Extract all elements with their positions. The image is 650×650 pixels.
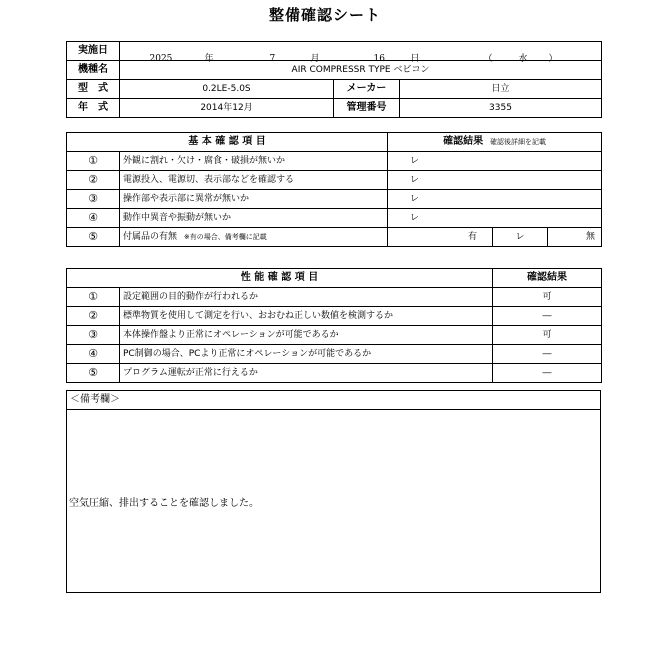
row-number: ④ [67, 209, 120, 228]
row-result: ― [493, 345, 602, 364]
date-value [120, 42, 602, 64]
row-number: ② [67, 171, 120, 190]
row-text: 操作部や表示部に異常が無いか [120, 190, 388, 209]
remarks-title: ＜備考欄＞ [67, 391, 600, 410]
info-table [66, 41, 602, 118]
row-text: プログラム運転が正常に行えるか [120, 364, 493, 383]
row-number: ① [67, 152, 120, 171]
table-row [67, 364, 602, 383]
performance-check-table [66, 268, 602, 383]
row-text [120, 228, 388, 247]
row-text: 本体操作盤より正常にオペレーションが可能であるか [120, 326, 493, 345]
row-text: 設定範囲の目的動作が行われるか [120, 288, 493, 307]
row-number: ③ [67, 190, 120, 209]
row-result: レ [388, 190, 602, 209]
accessory-text: 付属品の有無 [123, 232, 178, 242]
table-row [67, 190, 602, 209]
basic-header: 基 本 確 認 項 目 [67, 133, 388, 152]
row-number: ② [67, 307, 120, 326]
performance-header: 性 能 確 認 項 目 [67, 269, 493, 288]
row-number: ⑤ [67, 228, 120, 247]
month-unit: 月 [310, 54, 320, 64]
page-title: 整備確認シート [268, 6, 381, 24]
row-result: レ [388, 209, 602, 228]
month-value: 7 [269, 54, 276, 64]
mgmt-label: 管理番号 [334, 99, 400, 118]
maker-label: メーカー [334, 80, 400, 99]
table-row [67, 152, 602, 171]
row-number: ④ [67, 345, 120, 364]
remarks-box [66, 390, 601, 593]
table-row [67, 288, 602, 307]
table-row [67, 171, 602, 190]
model-type-value: AIR COMPRESSR TYPE ベビコン [120, 61, 602, 80]
row-number: ③ [67, 326, 120, 345]
row-text: 標準物質を使用して測定を行い、おおむね正しい数値を検測するか [120, 307, 493, 326]
basic-check-table [66, 132, 602, 247]
row-number: ① [67, 288, 120, 307]
remarks-text: 空気圧縮、排出することを確認しました。 [69, 498, 259, 509]
row-number: ⑤ [67, 364, 120, 383]
year-model-value: 2014年12月 [120, 99, 334, 118]
table-row [67, 345, 602, 364]
year-label: 年 式 [67, 99, 120, 118]
row-text: PC制御の場合、PCより正常にオペレーションが可能であるか [120, 345, 493, 364]
table-row [67, 228, 602, 247]
performance-result-header: 確認結果 [493, 269, 602, 288]
table-row [67, 326, 602, 345]
accessory-note: ※有の場合、備考欄に記載 [183, 233, 267, 241]
row-result: レ [388, 171, 602, 190]
weekday-close: ） [548, 54, 558, 64]
row-result: ― [493, 307, 602, 326]
row-result: 可 [493, 326, 602, 345]
model-label: 型 式 [67, 80, 120, 99]
basic-result-note: 確認後詳細を記載 [489, 138, 546, 146]
year-value: 2025 [149, 54, 173, 64]
row-result: レ [388, 152, 602, 171]
day-value: 16 [373, 54, 385, 64]
mgmt-value: 3355 [400, 99, 602, 118]
maker-value: 日立 [400, 80, 602, 99]
row-text: 外観に割れ・欠け・腐食・破損が無いか [120, 152, 388, 171]
table-row [67, 307, 602, 326]
accessory-mark: レ [493, 228, 548, 247]
weekday-value: 水 [518, 54, 528, 64]
basic-result-header-cell [388, 133, 602, 152]
model-value: 0.2LE-5.0S [120, 80, 334, 99]
year-unit: 年 [204, 54, 214, 64]
model-type-label: 機種名 [67, 61, 120, 80]
date-label: 実施日 [67, 42, 120, 61]
day-unit: 日 [410, 54, 420, 64]
accessory-yes: 有 [388, 228, 493, 247]
basic-result-header: 確認結果 [443, 136, 484, 147]
row-result: 可 [493, 288, 602, 307]
row-result: ― [493, 364, 602, 383]
row-text: 動作中異音や振動が無いか [120, 209, 388, 228]
row-text: 電源投入、電源切、表示部などを確認する [120, 171, 388, 190]
accessory-no: 無 [548, 228, 602, 247]
table-row [67, 209, 602, 228]
weekday-open: （ [483, 54, 493, 64]
